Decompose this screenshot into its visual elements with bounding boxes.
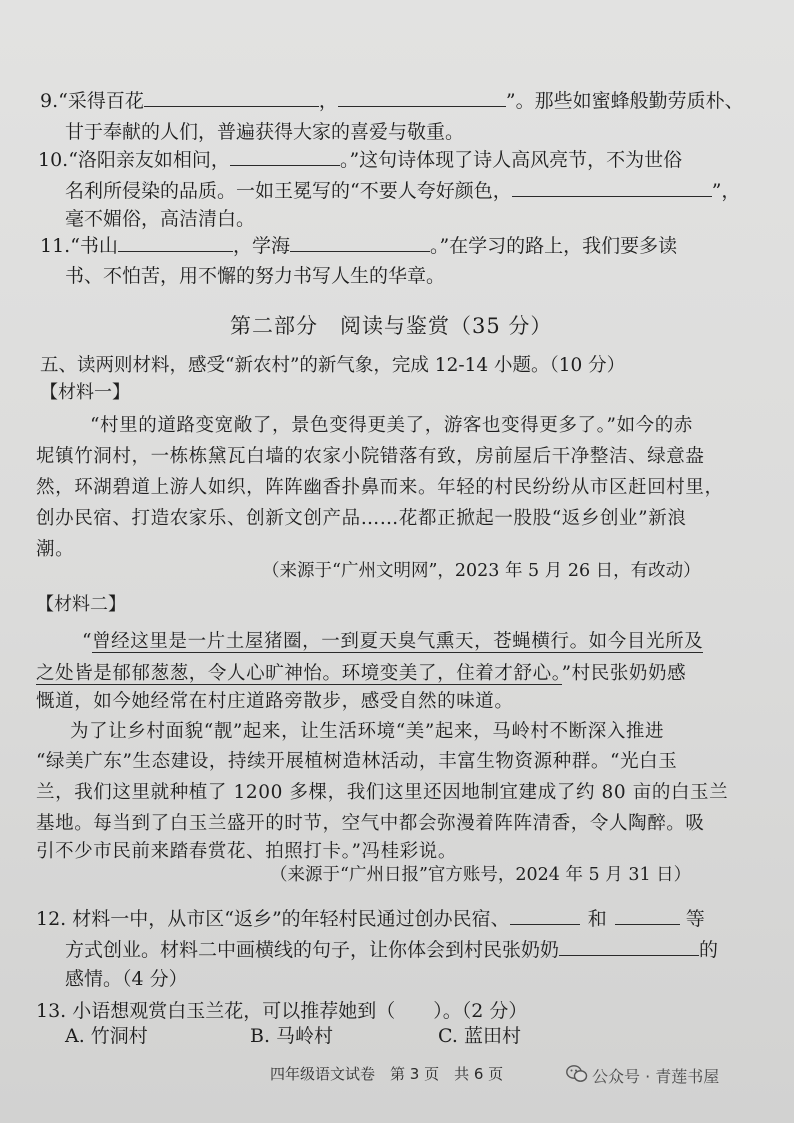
q10-line3: 毫不媚俗，高洁清白。	[65, 208, 256, 230]
material2-source: （来源于“广州日报”官方账号，2024 年 5 月 31 日）	[270, 865, 692, 885]
q10-line2: 名利所侵染的品质。一如王冕写的“不要人夸好颜色， ”，	[65, 176, 740, 205]
m2-line: 慨道，如今她经常在村庄道路旁散步，感受自然的味道。	[36, 691, 514, 712]
q12-blank-1[interactable]	[510, 904, 580, 925]
wechat-icon	[566, 1064, 586, 1084]
m1-line: 潮。	[36, 539, 75, 560]
m2-line: 基地。每当到了白玉兰盛开的时节，空气中都会弥漫着阵阵清香，令人陶醉。吸	[36, 813, 705, 834]
q12-blank-3[interactable]	[559, 935, 699, 956]
q9-blank-1[interactable]	[144, 86, 319, 107]
q12-line1: 12. 材料一中，从市区“返乡”的年轻村民通过创办民宿、 和 等	[36, 904, 705, 933]
q11-blank-2[interactable]	[290, 231, 430, 252]
q9-blank-2[interactable]	[338, 86, 506, 107]
q11-line2: 书、不怕苦，用不懈的努力书写人生的华章。	[65, 265, 446, 287]
m1-line: 坭镇竹洞村，一栋栋黛瓦白墙的农家小院错落有致，房前屋后干净整洁、绿意盎	[36, 446, 705, 467]
q11-blank-1[interactable]	[118, 231, 233, 252]
material2-tag: 【材料二】	[36, 594, 126, 615]
material1-source: （来源于“广州文明网”，2023 年 5 月 26 日，有改动）	[262, 561, 701, 581]
q11-line1: 11.“书山 ，学海 。”在学习的路上，我们要多读	[40, 231, 677, 260]
m2-line: 之处皆是郁郁葱葱，令人心旷神怡。环境变美了，住着才舒心。”村民张奶奶感	[36, 663, 687, 684]
watermark-text: 公众号 · 青莲书屋	[592, 1067, 720, 1086]
m1-line: “村里的道路变宽敞了，景色变得更美了，游客也变得更多了。”如今的赤	[90, 415, 693, 436]
q13-option-a[interactable]: A. 竹洞村	[65, 1025, 148, 1047]
underlined-sentence: 曾经这里是一片土屋猪圈，一到夏天臭气熏天，苍蝇横行。如今目光所及	[92, 631, 704, 652]
q9-line1: 9.“采得百花 ， ”。那些如蜜蜂般勤劳质朴、	[40, 86, 744, 115]
m2-line: “绿美广东”生态建设，持续开展植树造林活动，丰富生物资源种群。“光白玉	[36, 751, 678, 772]
page-number: 四年级语文试卷 第 3 页 共 6 页	[270, 1065, 504, 1083]
q10-line1: 10.“洛阳亲友如相问， 。”这句诗体现了诗人高风亮节，不为世俗	[38, 145, 682, 174]
q12-blank-2[interactable]	[615, 904, 680, 925]
q9-line2: 甘于奉献的人们，普遍获得大家的喜爱与敬重。	[65, 121, 465, 143]
underlined-sentence: 之处皆是郁郁葱葱，令人心旷神怡。环境变美了，住着才舒心。	[36, 663, 562, 684]
q12-line2: 方式创业。材料二中画横线的句子，让你体会到村民张奶奶 的	[65, 935, 718, 964]
m1-line: 创办民宿、打造农家乐、创新文创产品……花都正掀起一股股“返乡创业”新浪	[36, 508, 687, 529]
q10-blank-1[interactable]	[230, 145, 340, 166]
material1-tag: 【材料一】	[40, 382, 130, 403]
m2-line: 为了让乡村面貌“靓”起来，让生活环境“美”起来，马岭村不断深入推进	[70, 721, 665, 742]
q13-option-b[interactable]: B. 马岭村	[250, 1025, 334, 1047]
section5-heading: 五、读两则材料，感受“新农村”的新气象，完成 12-14 小题。（10 分）	[40, 355, 626, 376]
q12-line3: 感情。（4 分）	[65, 968, 188, 990]
page-footer	[0, 1058, 794, 1094]
q13-stem: 13. 小语想观赏白玉兰花，可以推荐她到（ ）。（2 分）	[36, 1000, 528, 1022]
m2-line: 兰，我们这里就种植了 1200 多棵，我们这里还因地制宜建成了约 80 亩的白玉兰	[36, 782, 729, 803]
m2-line: “曾经这里是一片土屋猪圈，一到夏天臭气熏天，苍蝇横行。如今目光所及	[82, 631, 704, 652]
m1-line: 然，环湖碧道上游人如织，阵阵幽香扑鼻而来。年轻的村民纷纷从市区赶回村里，	[36, 477, 724, 498]
q13-option-c[interactable]: C. 蓝田村	[438, 1025, 521, 1047]
m2-line: 引不少市民前来踏春赏花、拍照打卡。”冯桂彩说。	[36, 841, 458, 862]
part2-title: 第二部分 阅读与鉴赏（35 分）	[230, 314, 553, 338]
q10-blank-2[interactable]	[512, 176, 712, 197]
